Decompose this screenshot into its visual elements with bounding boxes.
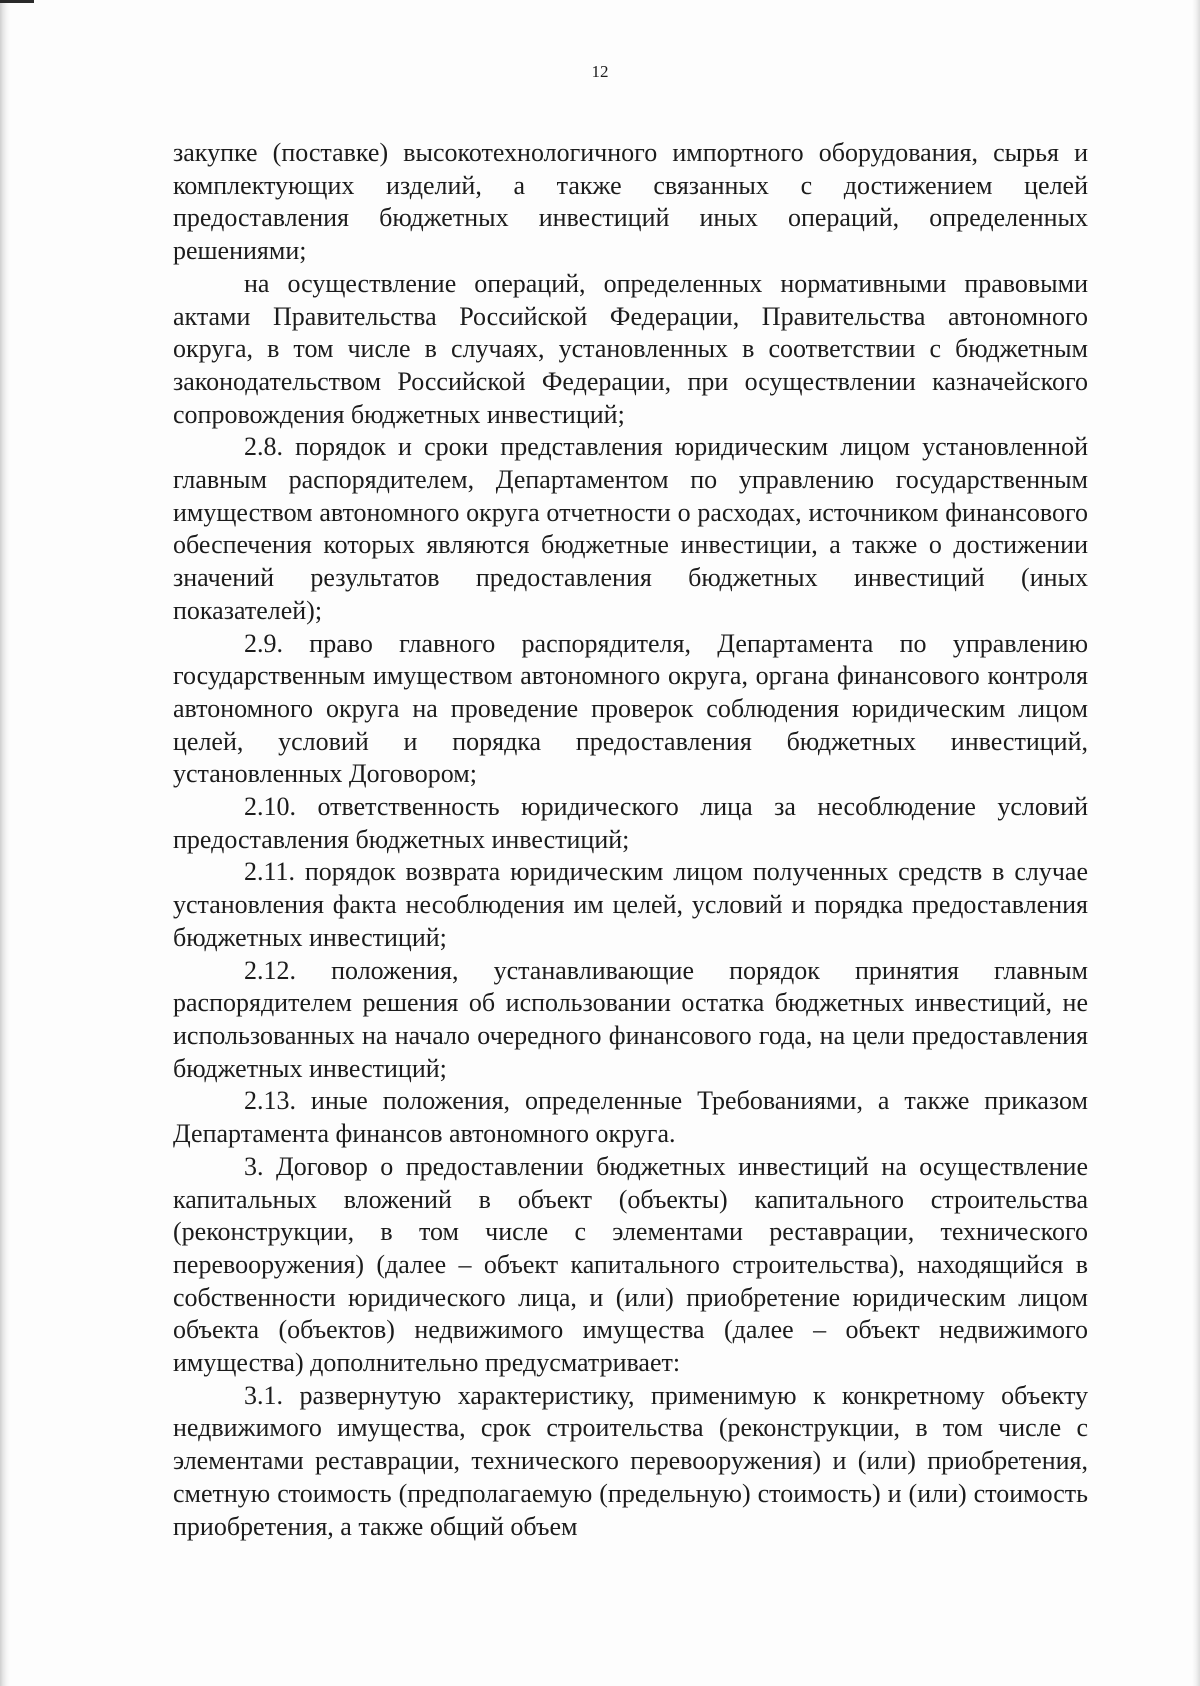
paragraph-2-8: 2.8. порядок и сроки представления юридическим лицом установленной главным распорядителем, Департаментом по управлению государственным имуществом автономного округа отчетности о расходах, источником финансового обеспечения которых являются бюджетные инвестиции, а также о достижении значений результатов предоставления бюджетных инвестиций (иных показателей); [173, 432, 1088, 625]
paragraph-2-9: 2.9. право главного распорядителя, Департамента по управлению государственным имуществом автономного округа, органа финансового контроля автономного округа на проведение проверок соблюдения юридическим лицом целей, условий и порядка предоставления бюджетных инвестиций, установленных Договором; [173, 628, 1088, 789]
scan-edge-right [1192, 0, 1200, 1686]
paragraph-2-10: 2.10. ответственность юридического лица за несоблюдение условий предоставления бюджетных инвестиций; [173, 792, 1088, 854]
paragraph-continuation: закупке (поставке) высокотехнологичного импортного оборудования, сырья и комплектующих изделий, а также связанных с достижением целей предоставления бюджетных инвестиций иных операций, определенных решениями; [173, 138, 1088, 266]
scan-corner-mark [0, 0, 34, 3]
document-body [173, 137, 1088, 1543]
paragraph-2-11: 2.11. порядок возврата юридическим лицом полученных средств в случае установления факта несоблюдения им целей, условий и порядка предоставления бюджетных инвестиций; [173, 857, 1088, 952]
page-number: 12 [591, 62, 609, 81]
paragraph: на осуществление операций, определенных нормативными правовыми актами Правительства Российской Федерации, Правительства автономного округа, в том числе в случаях, установленных в соответствии с бюджетным законодательством Российской Федерации, при осуществлении казначейского сопровождения бюджетных инвестиций; [173, 268, 1088, 429]
paragraph-3: 3. Договор о предоставлении бюджетных инвестиций на осуществление капитальных вложений в объект (объекты) капитального строительства (реконструкции, в том числе с элементами реставрации, технического перевооружения) (далее – объект капитального строительства), находящийся в собственности юридического лица, и (или) приобретение юридическим лицом объекта (объектов) недвижимого имущества (далее – объект недвижимого имущества) дополнительно предусматривает: [173, 1151, 1088, 1378]
paragraph-2-13: 2.13. иные положения, определенные Требованиями, а также приказом Департамента финансов автономного округа. [173, 1086, 1088, 1149]
paragraph-3-1: 3.1. развернутую характеристику, применимую к конкретному объекту недвижимого имущества, срок строительства (реконструкции, в том числе с элементами реставрации, технического перевооружения) и (или) приобретения, сметную стоимость (предполагаемую (предельную) стоимость) и (или) стоимость приобретения, а также общий объем [173, 1380, 1088, 1541]
scan-edge-left [0, 0, 10, 1686]
paragraph-2-12: 2.12. положения, устанавливающие порядок принятия главным распорядителем решения об использовании остатка бюджетных инвестиций, не использованных на начало очередного финансового года, на цели предоставления бюджетных инвестиций; [173, 955, 1088, 1083]
